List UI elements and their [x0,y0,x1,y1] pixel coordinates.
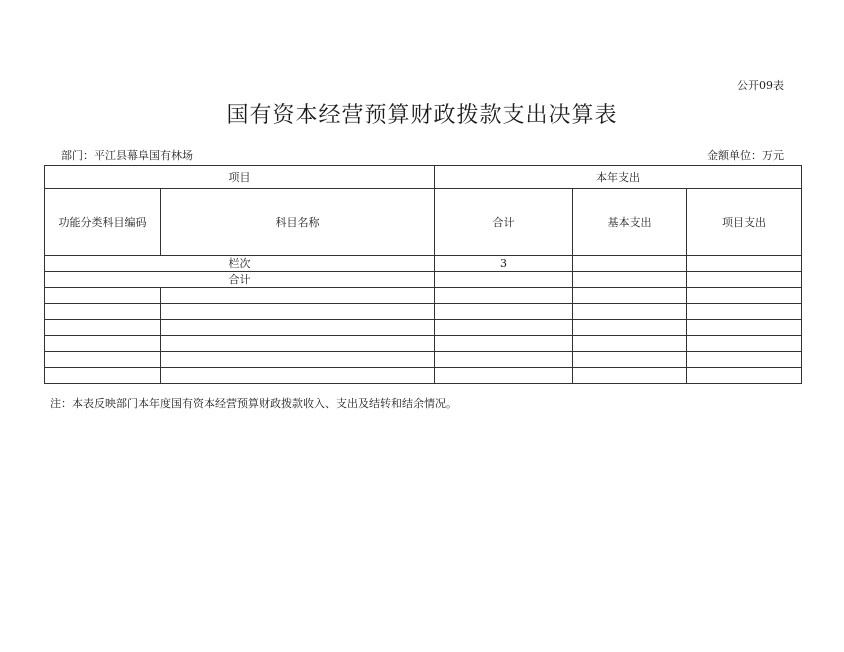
cell-basic [573,288,687,304]
column-header-project: 项目支出 [687,189,802,256]
total-row-basic [573,272,687,288]
cell-name [161,304,435,320]
cell-project [687,304,802,320]
cell-total [435,352,573,368]
cell-code [45,304,161,320]
cell-total [435,288,573,304]
cell-code [45,288,161,304]
page-title: 国有资本经营预算财政拨款支出决算表 [226,103,618,128]
group-header-current-year: 本年支出 [435,166,802,189]
cell-code [45,320,161,336]
table-footnote: 注：本表反映部门本年度国有资本经营预算财政拨款收入、支出及结转和结余情况。 [50,397,457,410]
cell-total [435,336,573,352]
cell-total [435,320,573,336]
table-row [45,352,802,368]
form-code: 公开09表 [737,79,784,92]
column-header-name: 科目名称 [161,189,435,256]
column-header-code: 功能分类科目编码 [45,189,161,256]
cell-project [687,320,802,336]
cell-name [161,288,435,304]
cell-basic [573,336,687,352]
amount-unit-label: 金额单位：万元 [707,149,784,162]
column-header-basic: 基本支出 [573,189,687,256]
cell-project [687,368,802,384]
index-row-basic [573,256,687,272]
table-group-header-row [45,166,802,189]
cell-total [435,368,573,384]
cell-basic [573,368,687,384]
group-header-project: 项目 [45,166,435,189]
table-row [45,320,802,336]
table-row [45,288,802,304]
cell-code [45,336,161,352]
total-row-project [687,272,802,288]
total-row-label: 合计 [45,272,435,288]
total-row [45,272,802,288]
table-row [45,336,802,352]
department-label: 部门：平江县幕阜国有林场 [61,149,193,162]
cell-name [161,336,435,352]
column-header-total: 合计 [435,189,573,256]
index-row [45,256,802,272]
table-row [45,368,802,384]
index-row-label: 栏次 [45,256,435,272]
index-row-total: 3 [435,256,573,272]
cell-name [161,368,435,384]
cell-basic [573,320,687,336]
cell-basic [573,304,687,320]
table-column-header-row [45,189,802,256]
total-row-total [435,272,573,288]
cell-code [45,352,161,368]
cell-name [161,352,435,368]
budget-table [44,165,802,384]
cell-code [45,368,161,384]
cell-project [687,352,802,368]
cell-name [161,320,435,336]
index-row-project [687,256,802,272]
cell-total [435,304,573,320]
cell-project [687,288,802,304]
cell-project [687,336,802,352]
cell-basic [573,352,687,368]
table-row [45,304,802,320]
